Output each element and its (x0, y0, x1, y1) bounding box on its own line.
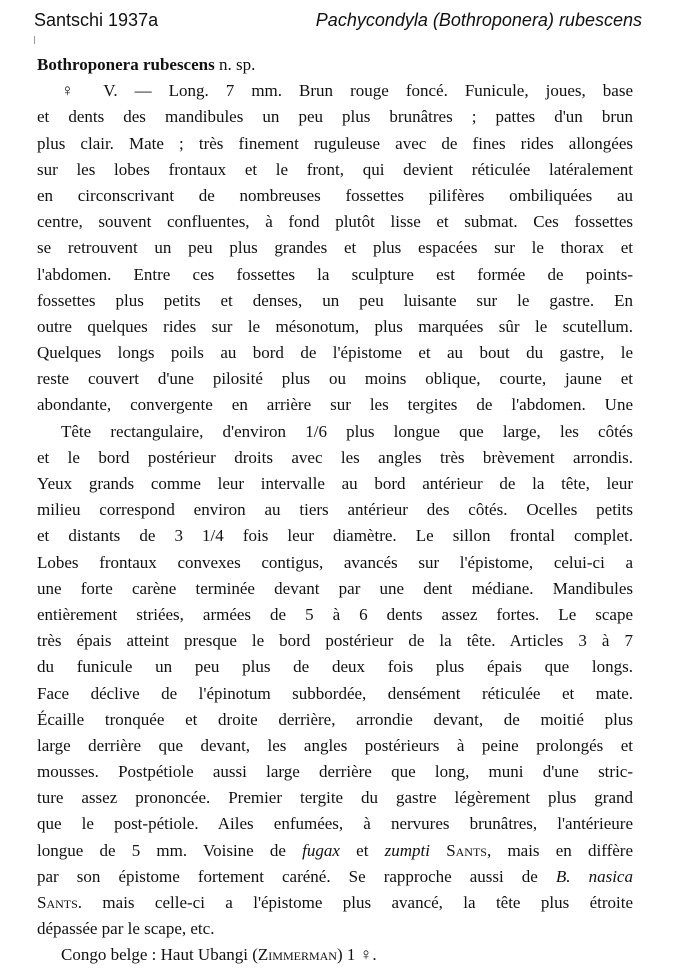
text-run: ) 1 ♀. (336, 945, 377, 965)
text-line: du funicule un peu plus de deux fois plus épais que longs. (37, 657, 633, 677)
text-line: et dents des mandibules un peu plus brunâtres ; pattes d'un brun (37, 107, 633, 127)
text-line (37, 838, 633, 864)
species-heading (37, 52, 633, 78)
text-line: une forte carène terminée devant par une dent médiane. Mandibules (37, 578, 633, 598)
text-line: large derrière que devant, les angles postérieurs à peine prolongés et (37, 735, 633, 755)
text-line: ♀ V. — Long. 7 mm. Brun rouge foncé. Funicule, joues, base (61, 81, 633, 101)
text-line: Tête rectangulaire, d'environ 1/6 plus longue que large, les côtés (61, 421, 633, 441)
text-run: . mais celle-ci a l'épistome plus avancé, la tête plus étroite (77, 893, 633, 912)
species-description (37, 52, 633, 969)
text-line (37, 864, 633, 890)
text-line: centre, souvent confluentes, à fond plutôt lisse et submat. Ces fossettes (37, 212, 633, 232)
species-ref-zumpti: zumpti (384, 840, 430, 860)
species-ref-nasica: B. nasica (555, 866, 633, 886)
author-name: Sants (446, 840, 487, 860)
text-line: Quelques longs poils au bord de l'épistome et au bout du gastre, le (37, 343, 633, 363)
text-line: se retrouvent un peu plus grandes et plus espacées sur le thorax et (37, 238, 633, 258)
text-line: mousses. Postpétiole aussi large derrière que long, muni d'une stric- (37, 762, 633, 782)
text-line: reste couvert d'une pilosité plus ou moins oblique, courte, jaune et (37, 369, 633, 389)
text-line: outre quelques rides sur le mésonotum, plus marquées sûr le scutellum. (37, 316, 633, 336)
text-run: longue de 5 mm. Voisine de (37, 840, 303, 860)
text-line: dépassée par le scape, etc. (37, 919, 215, 939)
text-line: Face déclive de l'épinotum subbordée, densément réticulée et mate. (37, 683, 633, 703)
text-line: Yeux grands comme leur intervalle au bord antérieur de la tête, leur (37, 474, 633, 493)
text-line: sur les lobes frontaux et le front, qui devient réticulée latéralement (37, 159, 633, 179)
species-ref-fugax: fugax (302, 840, 340, 860)
text-line: que le post-pétiole. Ailes enfumées, à nervures brunâtres, l'antérieure (37, 814, 633, 834)
text-line: milieu correspond environ au tiers antérieur des côtés. Ocelles petits (37, 500, 633, 520)
text-line: fossettes plus petits et denses, un peu luisante sur le gastre. En (37, 290, 633, 310)
text-line: abondante, convergente en arrière sur les tergites de l'abdomen. Une (37, 395, 633, 415)
text-line: en circonscrivant de nombreuses fossettes pilifères ombiliquées au (37, 185, 633, 205)
text-line: l'abdomen. Entre ces fossettes la sculpture est formée de points- (37, 264, 633, 284)
text-line: et distants de 3 1/4 fois leur diamètre. Le sillon frontal complet. (37, 526, 633, 546)
species-status: n. sp. (214, 55, 256, 74)
author-name: Sants (37, 893, 78, 912)
text-line: Lobes frontaux convexes contigus, avancés sur l'épistome, celui-ci a (37, 552, 633, 572)
text-line: et le bord postérieur droits avec les angles très brèvement arrondis. (37, 447, 633, 467)
text-line (37, 890, 633, 916)
header-taxon: Pachycondyla (Bothroponera) rubescens (315, 10, 642, 30)
margin-mark (34, 36, 35, 44)
locality-line (37, 942, 633, 968)
collector-name: Zimmerman (257, 945, 337, 965)
text-run: par son épistome fortement caréné. Se rapproche aussi de (37, 866, 556, 886)
text-run: Congo belge : Haut Ubangi ( (61, 945, 258, 965)
species-name: Bothroponera rubescens (37, 55, 215, 74)
text-line: ture assez prononcée. Premier tergite du gastre légèrement plus grand (37, 788, 633, 808)
text-line: entièrement striées, armées de 5 à 6 dents assez fortes. Le scape (37, 604, 633, 624)
text-line: plus clair. Mate ; très finement ruguleuse avec de fines rides allongées (37, 133, 633, 153)
text-run: , mais en diffère (486, 840, 633, 860)
text-line: Écaille tronquée et droite derrière, arrondie devant, de moitié plus (37, 709, 633, 729)
text-line: très épais atteint presque le bord postérieur de la tête. Articles 3 à 7 (37, 631, 633, 651)
header-citation: Santschi 1937a (34, 10, 159, 30)
text-run: et (339, 840, 385, 860)
running-header (34, 10, 642, 34)
